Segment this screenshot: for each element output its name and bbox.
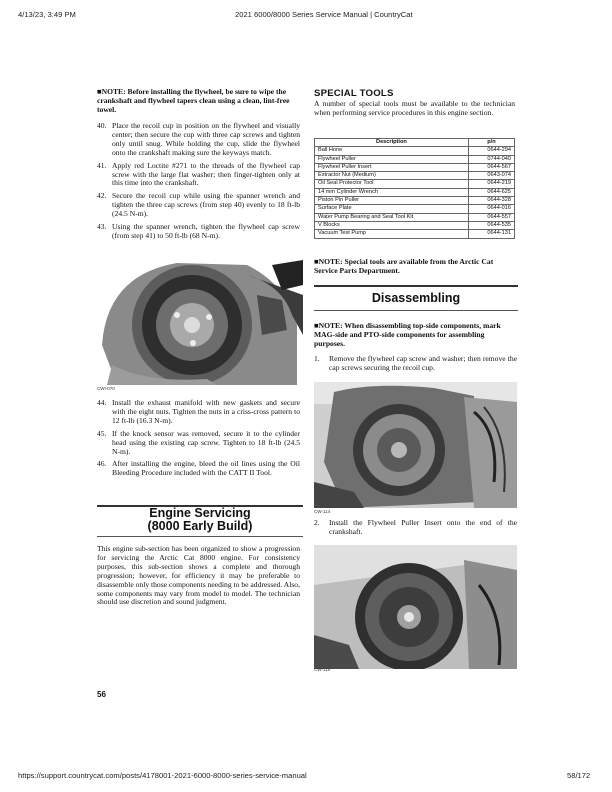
- special-tools-intro: A number of special tools must be available to the technician when performing service procedures in this engine section.: [314, 99, 515, 117]
- tool-pn-cell: 0644-557: [468, 213, 514, 221]
- step-item: [97, 122, 300, 158]
- step-text: Install the Flywheel Puller Insert onto the end of the crankshaft.: [329, 518, 517, 536]
- print-page-counter: 58/172: [567, 771, 591, 780]
- step-number: 2.: [314, 518, 320, 527]
- table-row: [315, 147, 515, 155]
- tool-description-cell: Extractor Nut (Medium): [315, 172, 469, 180]
- step-item: [97, 192, 300, 219]
- table-row: [315, 155, 515, 163]
- tool-description-cell: Flywheel Puller Insert: [315, 163, 469, 171]
- tool-description-cell: Oil Seal Protector Tool: [315, 180, 469, 188]
- tool-description-cell: Flywheel Puller: [315, 155, 469, 163]
- banner-line-2: (8000 Early Build): [147, 519, 253, 533]
- tool-description-cell: Ball Hone: [315, 147, 469, 155]
- tool-pn-cell: 0644-567: [468, 163, 514, 171]
- step-text: After installing the engine, bleed the oil lines using the Oil Bleeding Procedure included with the CATT II Tool.: [112, 459, 300, 478]
- step-text: Install the exhaust manifold with new gaskets and secure with the eight nuts. Tighten the nuts in a criss-cross pattern to 12 ft-lb (16.3 N-m).: [112, 398, 300, 425]
- flywheel-install-note: ■NOTE: Before installing the flywheel, be sure to wipe the crankshaft and flywheel tapers clean using a clean, lint-free towel.: [97, 87, 290, 114]
- tool-description-cell: 14 mm Cylinder Wrench: [315, 188, 469, 196]
- install-steps-44-46: [97, 399, 300, 482]
- flywheel-installed-photo: [97, 255, 303, 385]
- table-row: [315, 221, 515, 229]
- step-item: [97, 223, 300, 241]
- photo-caption-cwi070: CWI-070: [97, 386, 115, 391]
- banner-rule-bottom: [97, 536, 303, 537]
- disassembling-rule-top: [314, 285, 518, 287]
- step-text: Apply red Loctite #271 to the threads of the flywheel cap screw with the large flat washer; then finger-tighten only at this time into the crankshaft.: [112, 160, 300, 188]
- print-datetime: 4/13/23, 3:49 PM: [18, 10, 76, 19]
- step-text: Place the recoil cup in position on the flywheel and visually center; then secure the cup with three cap screws and tighten only until snug. While holding the cup, slide the flywheel onto the crankshaft making sure the keyways match.: [112, 121, 300, 157]
- special-tools-title: SPECIAL TOOLS: [314, 88, 394, 99]
- step-text: Secure the recoil cup while using the spanner wrench and tighten the three cap screws (from step 40) evenly to 18 ft-lb (24.5 N-m).: [112, 191, 300, 219]
- table-row: [315, 172, 515, 180]
- print-url: https://support.countrycat.com/posts/4178001-2021-6000-8000-series-service-manual: [18, 771, 307, 780]
- disassembly-step-1: [314, 355, 517, 377]
- step-number: 43.: [97, 222, 107, 232]
- print-title: 2021 6000/8000 Series Service Manual | CountryCat: [235, 10, 413, 19]
- step-number: 40.: [97, 121, 107, 130]
- tool-pn-cell: 0644-219: [468, 180, 514, 188]
- tool-description-cell: Water Pump Bearing and Seal Tool Kit: [315, 213, 469, 221]
- photo-caption-cw115: CW-115: [314, 667, 331, 672]
- page-number: 56: [97, 690, 106, 699]
- tool-description-cell: Vacuum Test Pump: [315, 230, 469, 238]
- install-steps-40-43: [97, 122, 300, 245]
- step-number: 44.: [97, 398, 107, 407]
- table-row: [315, 205, 515, 213]
- disassembly-step-2: [314, 519, 517, 541]
- tool-description-cell: V Blocks: [315, 221, 469, 229]
- table-row: [315, 163, 515, 171]
- step-number: 45.: [97, 428, 107, 438]
- flywheel-puller-insert-photo: [314, 545, 517, 669]
- tool-pn-cell: 0644-328: [468, 197, 514, 205]
- special-tools-note: ■NOTE: Special tools are available from the Arctic Cat Service Parts Department.: [314, 257, 494, 275]
- step-number: 42.: [97, 191, 107, 201]
- step-text: Using the spanner wrench, tighten the flywheel cap screw (from step 41) to 50 ft-lb (68 N-m).: [112, 222, 300, 240]
- tool-pn-cell: 0644-016: [468, 205, 514, 213]
- table-row: [315, 188, 515, 196]
- table-row: [315, 213, 515, 221]
- tool-description-cell: Piston Pin Puller: [315, 197, 469, 205]
- step-text: If the knock sensor was removed, secure it to the cylinder head using the existing cap screw. Tighten to 18 ft-lb (24.5 N-m).: [112, 428, 300, 456]
- step-item: [97, 460, 300, 478]
- recoil-cup-removal-photo: [314, 382, 517, 508]
- tool-pn-cell: 0644-294: [468, 147, 514, 155]
- table-row: [315, 197, 515, 205]
- step-item: [97, 162, 300, 189]
- special-tools-table: [314, 138, 515, 239]
- step-number: 1.: [314, 354, 320, 363]
- disassembling-banner: Disassembling: [371, 291, 461, 305]
- table-row: [315, 230, 515, 238]
- banner-line-1: Engine Servicing: [149, 506, 251, 520]
- table-header-row: [315, 139, 515, 147]
- tool-pn-cell: 0644-131: [468, 230, 514, 238]
- disassembling-rule-bottom: [314, 310, 518, 311]
- step-number: 46.: [97, 459, 107, 469]
- table-row: [315, 180, 515, 188]
- column-header-description: Description: [315, 139, 469, 147]
- tool-pn-cell: 0644-625: [468, 188, 514, 196]
- photo-caption-cw114: CW-114: [314, 509, 331, 514]
- step-number: 41.: [97, 160, 107, 170]
- tool-pn-cell: 0644-535: [468, 221, 514, 229]
- column-header-pn: p/n: [468, 139, 514, 147]
- step-text: Remove the flywheel cap screw and washer; then remove the cap screws securing the recoil cup.: [329, 354, 517, 372]
- step-item: [97, 430, 300, 457]
- tool-description-cell: Surface Plate: [315, 205, 469, 213]
- tool-pn-cell: 0643-074: [468, 172, 514, 180]
- engine-servicing-intro: This engine sub-section has been organized to show a progression for servicing the Arctic Cat 8000 engine. For consistency purposes, this sub-section shows a complete and thorough progression; however, for efficiency it may be preferable to disassemble only those components needing to be addressed. Also, some components may vary from model to model. The technician should use discretion and sound judgment.: [97, 544, 300, 607]
- disassembly-note: ■NOTE: When disassembling top-side components, mark MAG-side and PTO-side components for assembling purposes.: [314, 321, 501, 348]
- step-item: [97, 399, 300, 426]
- engine-servicing-banner: [97, 507, 303, 533]
- tool-pn-cell: 0744-040: [468, 155, 514, 163]
